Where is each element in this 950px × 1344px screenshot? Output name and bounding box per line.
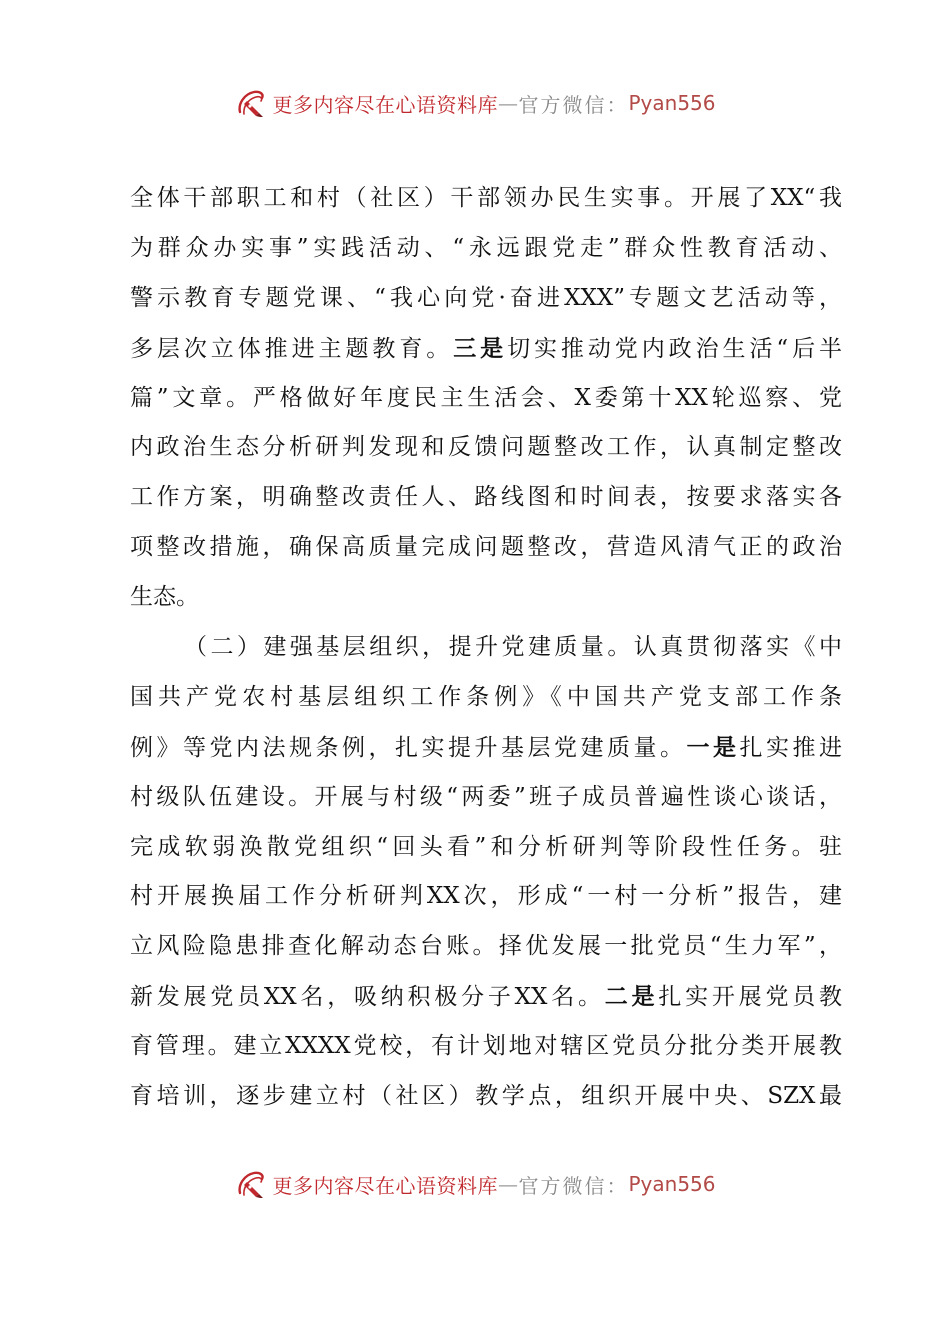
watermark-dash: — <box>497 1172 519 1196</box>
emphasis-marker: 二是 <box>604 983 659 1011</box>
text-line: 生态。 <box>130 584 199 611</box>
text-line: 工作方案，明确整改责任人、路线图和时间表，按要求落实各 <box>130 484 842 511</box>
text-line <box>130 972 842 1022</box>
text-run: 例》等党内法规条例，扎实提升基层党建质量。 <box>130 734 687 761</box>
text-line: 育培训，逐步建立村（社区）教学点，组织开展中央、SZX最 <box>130 1083 842 1110</box>
pen-logo-icon <box>234 86 268 120</box>
document-body <box>130 174 842 1122</box>
text-run: 多层次立体推进主题教育。 <box>130 335 454 362</box>
text-run: 扎实开展党员教 <box>658 984 843 1011</box>
text-line: 警示教育专题党课、“我心向党·奋进XXX”专题文艺活动等， <box>130 284 842 311</box>
text-line: 国共产党农村基层组织工作条例》《中国共产党支部工作条 <box>130 683 842 710</box>
text-run: 新发展党员XX名，吸纳积极分子XX名。 <box>130 984 605 1011</box>
watermark-title: 更多内容尽在心语资料库 <box>272 1173 498 1198</box>
text-line: 全体干部职工和村（社区）干部领办民生实事。开展了XX“我 <box>130 185 842 211</box>
watermark-title: 更多内容尽在心语资料库 <box>272 92 498 117</box>
emphasis-marker: 一是 <box>686 733 740 761</box>
section-heading-line: （二）建强基层组织，提升党建质量。认真贯彻落实《中 <box>184 634 842 661</box>
watermark-wechat-label: 官方微信： <box>518 1173 629 1198</box>
text-line: 立风险隐患排查化解动态台账。择优发展一批党员“生力军”， <box>130 933 842 960</box>
watermark-wechat-id: Pyan556 <box>628 91 716 115</box>
text-line <box>130 324 842 374</box>
text-line: 内政治生态分析研判发现和反馈问题整改工作，认真制定整改 <box>130 434 842 461</box>
text-line: 村开展换届工作分析研判XX次，形成“一村一分析”报告，建 <box>130 883 842 910</box>
text-run: 切实推动党内政治生活“后半 <box>507 335 843 362</box>
text-line: 项整改措施，确保高质量完成问题整改，营造风清气正的政治 <box>130 534 842 561</box>
text-run: 扎实推进 <box>739 734 842 761</box>
text-line: 为群众办实事”实践活动、“永远跟党走”群众性教育活动、 <box>130 234 842 261</box>
text-line: 篇”文章。严格做好年度民主生活会、X委第十XX轮巡察、党 <box>130 384 842 411</box>
watermark-wechat-id: Pyan556 <box>628 1172 716 1196</box>
watermark-header <box>0 83 950 123</box>
emphasis-marker: 三是 <box>453 334 508 362</box>
watermark-footer <box>0 1164 950 1204</box>
text-line: 村级队伍建设。开展与村级“两委”班子成员普遍性谈心谈话， <box>130 783 842 810</box>
text-line: 育管理。建立XXXX党校，有计划地对辖区党员分批分类开展教 <box>130 1033 842 1060</box>
text-line <box>130 723 842 773</box>
pen-logo-icon <box>234 1167 268 1201</box>
text-line: 完成软弱涣散党组织“回头看”和分析研判等阶段性任务。驻 <box>130 833 842 860</box>
watermark-wechat-label: 官方微信： <box>518 92 629 117</box>
watermark-dash: — <box>497 91 519 115</box>
